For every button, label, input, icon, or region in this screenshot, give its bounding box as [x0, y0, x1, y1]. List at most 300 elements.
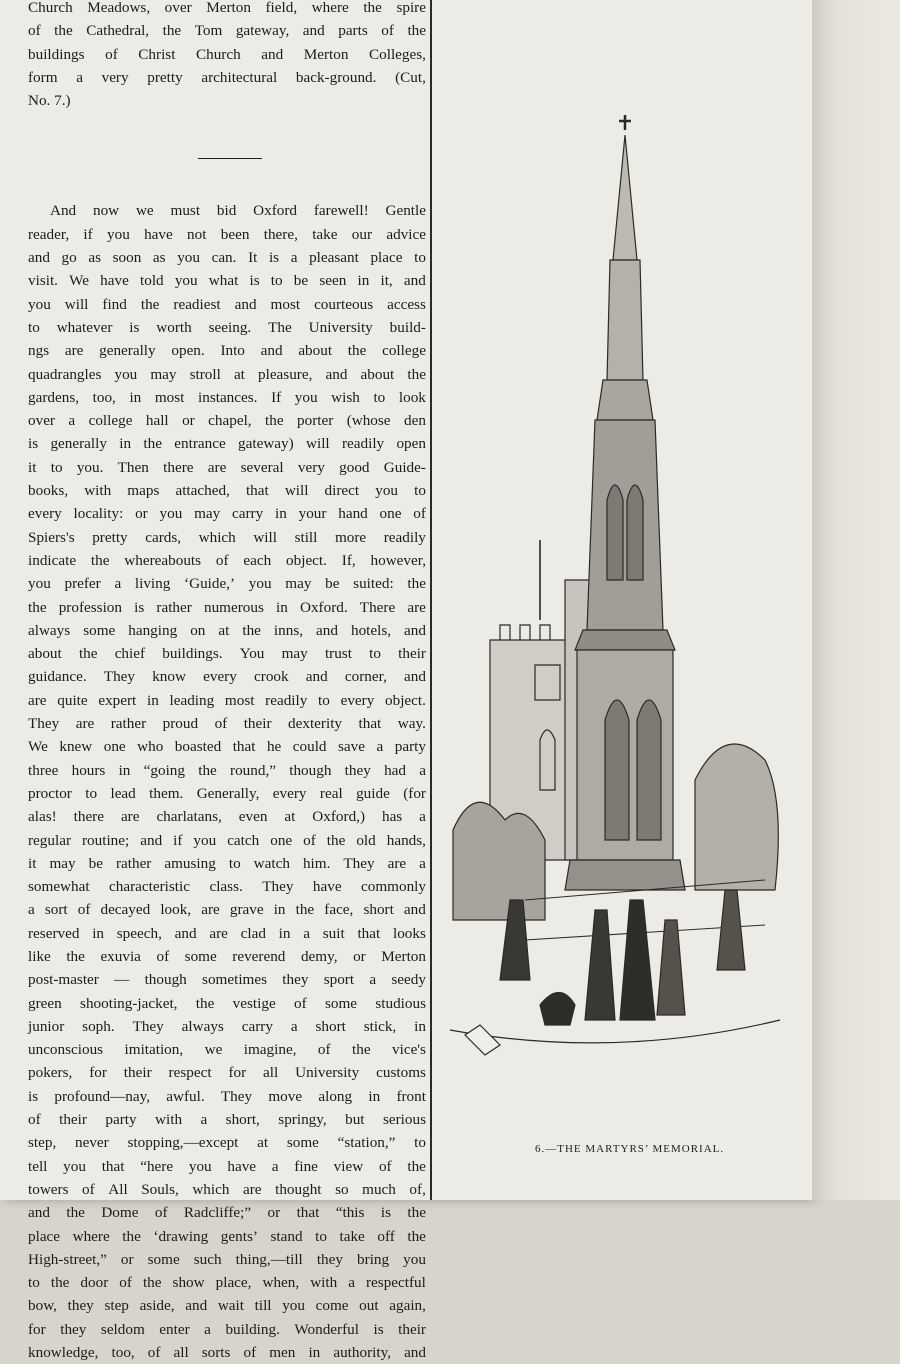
word: carry [232, 505, 264, 523]
text-line [28, 409, 426, 432]
word: towers [28, 1180, 69, 1198]
word: too, [111, 1344, 135, 1362]
word: to [50, 458, 63, 476]
word: can. [211, 249, 237, 267]
word: some [83, 621, 116, 639]
word: gents’ [220, 1227, 258, 1245]
word: the [407, 1157, 426, 1175]
word: the [78, 645, 98, 663]
word: and [28, 249, 50, 267]
text-line [28, 246, 426, 269]
word: in [119, 435, 132, 453]
text-line [28, 1038, 426, 1061]
word: to [414, 249, 426, 267]
word: generally [50, 435, 107, 453]
word: you. [76, 458, 104, 476]
word: enter [159, 1320, 190, 1338]
word: there [163, 458, 194, 476]
word: locality: [73, 505, 124, 523]
word: pleasure, [258, 365, 313, 383]
text-line [28, 712, 426, 735]
word: a [290, 249, 298, 267]
word: boasted [174, 738, 222, 756]
word: expert [98, 691, 137, 709]
word: wish [331, 388, 360, 406]
text-line [28, 898, 426, 921]
column-rule [430, 0, 432, 1200]
word: fine [294, 1157, 318, 1175]
word: are [75, 715, 95, 733]
word: routine; [82, 831, 130, 849]
word: in [276, 598, 288, 616]
word: are [64, 342, 84, 360]
word: lead [110, 784, 136, 802]
word: open. [171, 342, 205, 360]
word: characteristic [109, 878, 190, 896]
word: build- [389, 318, 426, 336]
text-line [28, 339, 426, 362]
word: buildings [28, 45, 85, 63]
word: to [369, 645, 381, 663]
word: guide [356, 784, 390, 802]
word: party [394, 738, 426, 756]
word: attached, [175, 482, 230, 500]
word: profound—nay, [54, 1087, 150, 1105]
word: prefer [64, 575, 101, 593]
word: some [324, 994, 358, 1012]
word: find [102, 295, 127, 313]
word: of [147, 1344, 161, 1362]
word: you [375, 482, 398, 500]
word: the [50, 1274, 70, 1292]
word: some [147, 1250, 180, 1268]
word: are [209, 924, 228, 942]
word: every [340, 691, 375, 709]
word: which [192, 1180, 230, 1198]
word: about [360, 365, 395, 383]
word: are [387, 854, 407, 872]
text-line [28, 1341, 426, 1364]
word: seedy [391, 971, 426, 989]
word: may [49, 854, 76, 872]
word: wait [217, 1297, 244, 1315]
word: bid [216, 202, 237, 220]
word: “here [140, 1157, 174, 1175]
word: it, [380, 272, 393, 290]
word: step, [28, 1134, 57, 1152]
word: and [185, 1297, 208, 1315]
word: ‘Guide,’ [184, 575, 236, 593]
word: grave [229, 901, 264, 919]
word: of [243, 1344, 257, 1362]
word: generally [99, 342, 156, 360]
word: know [152, 668, 186, 686]
word: their [59, 1111, 87, 1129]
word: a [114, 575, 122, 593]
word: even [238, 808, 268, 826]
word: their [123, 1064, 152, 1082]
word: the [66, 947, 85, 965]
word: sort [44, 901, 68, 919]
word: of [381, 22, 394, 40]
word: profession [58, 598, 122, 616]
word: you [177, 249, 200, 267]
word: customs [376, 1064, 426, 1082]
word: told [140, 272, 164, 290]
word: been [220, 225, 250, 243]
text-line [28, 479, 426, 502]
word: good [339, 458, 370, 476]
word: entrance [174, 435, 226, 453]
text-line [28, 875, 426, 898]
word: form [28, 68, 58, 86]
word: reverend [232, 947, 286, 965]
word: They [132, 1017, 164, 1035]
word: All [108, 1180, 128, 1198]
word: stand [270, 1227, 303, 1245]
word: so [335, 1180, 349, 1198]
word: (whose [346, 412, 391, 430]
word: a [76, 68, 83, 86]
word: what [208, 272, 239, 290]
word: pretty [92, 528, 128, 546]
word: of [378, 1157, 392, 1175]
word: spire [396, 0, 426, 16]
word: quite [57, 691, 88, 709]
word: all [173, 1344, 189, 1362]
text-line [28, 759, 426, 782]
text-line [28, 1201, 426, 1224]
word: alas! [28, 808, 57, 826]
word: every [28, 505, 62, 523]
word: of [215, 551, 229, 569]
word: bow, [28, 1297, 57, 1315]
word: may [281, 645, 308, 663]
word: hall [145, 412, 169, 430]
word: for [28, 1320, 46, 1338]
word: place [370, 249, 403, 267]
word: leading [169, 691, 215, 709]
text-line [28, 829, 426, 852]
word: numerous [203, 598, 264, 616]
word: No. 7.) [28, 92, 71, 110]
word: a [348, 1274, 355, 1292]
word: come [315, 1297, 349, 1315]
word: charlatans, [156, 808, 222, 826]
word: of [82, 1180, 95, 1198]
word: vestige [232, 994, 276, 1012]
word: books, [28, 482, 69, 500]
word: short [315, 1017, 346, 1035]
text-line [28, 269, 426, 292]
word: seldom [100, 1320, 145, 1338]
word: stroll [189, 365, 221, 383]
word: they [316, 1250, 343, 1268]
word: of [294, 994, 307, 1012]
word: is [268, 249, 280, 267]
word: about [28, 645, 62, 663]
word: may [194, 505, 221, 523]
word: are [407, 598, 426, 616]
word: one [379, 505, 402, 523]
word: readily [265, 691, 308, 709]
word: for [89, 1064, 107, 1082]
word: Merton [206, 0, 251, 16]
word: stick, [363, 1017, 397, 1035]
word: pokers, [28, 1064, 73, 1082]
word: college [88, 412, 133, 430]
word: And [50, 202, 77, 220]
word: it [28, 854, 37, 872]
word: a [419, 808, 426, 826]
martyrs-memorial-illustration [445, 100, 785, 1100]
word: the [265, 412, 284, 430]
word: University [308, 318, 373, 336]
word: and [404, 668, 426, 686]
word: (for [403, 784, 426, 802]
word: that [101, 1157, 125, 1175]
word: never [75, 1134, 109, 1152]
word: The [268, 318, 292, 336]
word: that [245, 482, 269, 500]
word: out [359, 1297, 379, 1315]
word: you [193, 831, 217, 849]
word: tell [28, 1157, 48, 1175]
word: den [403, 412, 426, 430]
word: and [404, 621, 426, 639]
word: regular [28, 831, 72, 849]
word: Merton [381, 947, 426, 965]
text-line [28, 1318, 426, 1341]
word: to [373, 388, 386, 406]
word: a [419, 854, 426, 872]
word: him. [302, 854, 331, 872]
word: respectful [366, 1274, 426, 1292]
word: and [234, 295, 257, 313]
word: the [242, 621, 261, 639]
word: real [319, 784, 343, 802]
word: the [407, 1204, 426, 1222]
word: soph. [82, 1017, 115, 1035]
text-line [28, 386, 426, 409]
word: if [83, 225, 93, 243]
word: There [359, 598, 396, 616]
word: the [407, 1227, 426, 1245]
word: with [155, 1111, 183, 1129]
word: corner, [344, 668, 387, 686]
word: had [384, 761, 406, 779]
word: direct [324, 482, 360, 500]
word: are [243, 1180, 262, 1198]
text-line [28, 363, 426, 386]
word: of [303, 831, 316, 849]
word: instances. [198, 388, 258, 406]
word: till [254, 1297, 272, 1315]
word: the [352, 1041, 371, 1059]
word: have [312, 878, 342, 896]
word: be [293, 272, 309, 290]
word: of [154, 1204, 168, 1222]
word: in [275, 505, 287, 523]
word: If [271, 388, 282, 406]
word: much [362, 1180, 396, 1198]
word: gateway, [235, 22, 290, 40]
word: “this [335, 1204, 365, 1222]
word: We [28, 738, 48, 756]
word: bring [357, 1250, 390, 1268]
word: three [28, 761, 59, 779]
text-column [28, 0, 426, 1364]
word: readiest [173, 295, 221, 313]
word: not [187, 225, 207, 243]
text-line [28, 665, 426, 688]
word: pleasant [309, 249, 359, 267]
word: there [73, 808, 104, 826]
word: sorts [201, 1344, 231, 1362]
text-line [28, 1015, 426, 1038]
word: Church [28, 0, 73, 16]
word: of [156, 947, 170, 965]
word: dexterity [288, 715, 343, 733]
word: such [193, 1250, 222, 1268]
text-line [28, 782, 426, 805]
word: on [190, 621, 206, 639]
word: of [317, 1041, 331, 1059]
text-line [28, 852, 426, 875]
word: and [261, 45, 284, 63]
word: quadrangles [28, 365, 102, 383]
word: move [268, 1087, 303, 1105]
word: back-ground. [295, 68, 377, 86]
word: advice [386, 225, 426, 243]
text-line [28, 89, 426, 112]
text-line [28, 199, 426, 222]
word: University [295, 1064, 360, 1082]
word: you [159, 505, 183, 523]
word: will [64, 295, 89, 313]
word: and [316, 621, 338, 639]
word: as [152, 249, 166, 267]
word: your [298, 505, 327, 523]
word: one [103, 738, 126, 756]
word: every [203, 668, 237, 686]
word: and [305, 668, 328, 686]
word: or [353, 947, 366, 965]
word: soon [112, 249, 142, 267]
word: unconscious [28, 1041, 104, 1059]
word: rather [156, 598, 192, 616]
word: their [243, 715, 272, 733]
word: living [134, 575, 171, 593]
word: Christ [138, 45, 176, 63]
word: men [269, 1344, 296, 1362]
paragraph-main [28, 199, 426, 1364]
word: and [403, 272, 426, 290]
word: which [198, 528, 236, 546]
word: speech, [116, 924, 162, 942]
word: our [351, 225, 373, 243]
word: in [92, 924, 105, 942]
word: indicate [28, 551, 77, 569]
word: hands, [386, 831, 426, 849]
word: who [137, 738, 164, 756]
word: commonly [361, 878, 426, 896]
word: the [162, 22, 182, 40]
word: one [270, 831, 293, 849]
word: ‘drawing [153, 1227, 209, 1245]
word: we [204, 1041, 223, 1059]
word: It [248, 249, 258, 267]
word: to [228, 854, 241, 872]
word: catch [227, 831, 260, 849]
word: Oxford. [299, 598, 348, 616]
word: “station,” [337, 1134, 396, 1152]
word: watch [253, 854, 290, 872]
word: you [107, 225, 130, 243]
word: may [150, 365, 177, 383]
word: at [233, 365, 245, 383]
word: in [278, 924, 291, 942]
word: crook [254, 668, 289, 686]
word: is [28, 1087, 39, 1105]
word: be [325, 575, 340, 593]
text-line [28, 572, 426, 595]
word: field, [265, 0, 298, 16]
word: junior [28, 1017, 65, 1035]
word: but [345, 1111, 365, 1129]
word: farewell! [313, 202, 369, 220]
word: are [207, 458, 227, 476]
word: knowledge, [28, 1344, 99, 1362]
word: “going [143, 761, 185, 779]
text-line [28, 596, 426, 619]
word: readily [341, 435, 385, 453]
word: to [414, 1134, 426, 1152]
word: to [414, 482, 426, 500]
word: vice's [392, 1041, 426, 1059]
word: You [239, 645, 265, 663]
word: at [284, 808, 296, 826]
word: decayed [100, 901, 151, 919]
word: and [260, 342, 283, 360]
text-line [28, 1061, 426, 1084]
word: as [88, 249, 101, 267]
word: have [227, 1157, 257, 1175]
word: place, [215, 1274, 252, 1292]
word: clad [240, 924, 266, 942]
word: way. [397, 715, 426, 733]
word: rather [115, 854, 152, 872]
word: chapel, [208, 412, 252, 430]
word: they [282, 971, 309, 989]
word: off [377, 1227, 395, 1245]
word: suit [322, 924, 345, 942]
word: when, [262, 1274, 300, 1292]
word: take [339, 1227, 365, 1245]
word: rather [110, 715, 147, 733]
word: and [403, 901, 426, 919]
word: at [218, 621, 230, 639]
word: is [373, 1320, 384, 1338]
word: visit. [28, 272, 58, 290]
word: Tom [194, 22, 223, 40]
word: you [114, 365, 138, 383]
word: always [28, 621, 71, 639]
word: suited: [353, 575, 394, 593]
word: of, [409, 1180, 426, 1198]
word: seeing. [208, 318, 252, 336]
word: hand [338, 505, 368, 523]
